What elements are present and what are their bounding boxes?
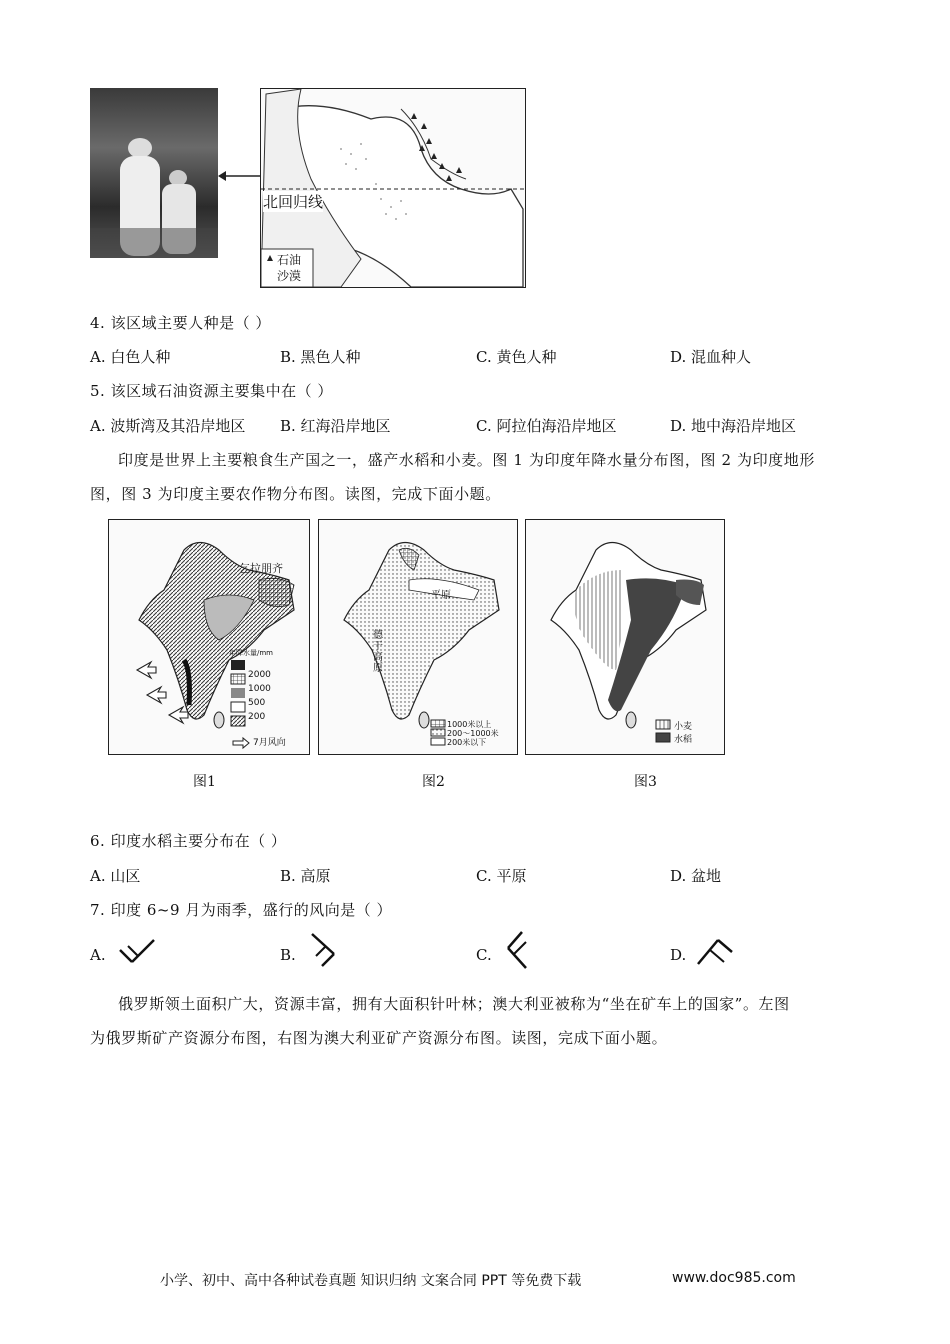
- photo-figures: [90, 88, 218, 258]
- india-rainfall-drawing: [109, 520, 309, 754]
- india-crop-map: [525, 519, 725, 755]
- q6-option-c[interactable]: C. 平原: [476, 867, 527, 885]
- q6-option-a[interactable]: A. 山区: [90, 867, 141, 885]
- top-figure: [90, 88, 526, 288]
- wind-symbol-b-icon: [306, 930, 338, 970]
- q7-option-d[interactable]: [670, 946, 686, 964]
- question-6-stem: 6. 印度水稻主要分布在（ ）: [90, 832, 287, 850]
- question-4-stem: 4. 该区域主要人种是（ ）: [90, 314, 271, 332]
- passage-russia-line1: 俄罗斯领土面积广大，资源丰富，拥有大面积针叶林；澳大利亚被称为“坐在矿车上的国家”。左图: [118, 995, 790, 1013]
- q4-option-d[interactable]: D. 混血种人: [670, 348, 752, 366]
- question-5-stem: 5. 该区域石油资源主要集中在（ ）: [90, 382, 333, 400]
- tropic-of-cancer-label: 北回归线: [263, 193, 324, 211]
- wind-symbol-c-icon: [502, 928, 532, 972]
- crop-legend-wheat: 小麦: [674, 722, 693, 732]
- q4-option-b[interactable]: B. 黑色人种: [280, 348, 361, 366]
- arrow-left-icon: [218, 168, 262, 184]
- deccan-plateau-label: 德干高原: [373, 630, 383, 674]
- q6-option-d[interactable]: D. 盆地: [670, 867, 722, 885]
- q5-option-d[interactable]: D. 地中海沿岸地区: [670, 417, 797, 435]
- india-crop-drawing: [526, 520, 724, 754]
- q4-option-c[interactable]: C. 黄色人种: [476, 348, 557, 366]
- wind-direction-label: 7月风向: [253, 738, 286, 748]
- legend-oil-label: 石油: [277, 253, 302, 267]
- legend-desert-label: 沙漠: [277, 269, 302, 283]
- india-rainfall-map: [108, 519, 310, 755]
- footer-text: 小学、初中、高中各种试卷真题 知识归纳 文案合同 PPT 等免费下载: [160, 1273, 582, 1289]
- q7-option-c[interactable]: [476, 946, 492, 964]
- question-7-stem: 7. 印度 6~9 月为雨季，盛行的风向是（ ）: [90, 901, 393, 919]
- passage-india-line2: 图，图 3 为印度主要农作物分布图。读图，完成下面小题。: [90, 485, 501, 503]
- wind-symbol-d-icon: [694, 932, 736, 968]
- india-terrain-map: [318, 519, 518, 755]
- arabian-map: [260, 88, 526, 288]
- people-photo: [90, 88, 218, 258]
- rainfall-legend-title: 年降水量/mm: [229, 649, 273, 657]
- terrain-legend-2: 200～1000米: [447, 729, 499, 738]
- q7-option-b-label: B.: [280, 946, 296, 964]
- rainfall-legend-4: 200: [248, 712, 266, 722]
- terrain-legend-1: 1000米以上: [447, 720, 492, 729]
- figure-1-caption: 图1: [193, 774, 216, 790]
- q5-option-c[interactable]: C. 阿拉伯海沿岸地区: [476, 417, 617, 435]
- footer-url[interactable]: www.doc985.com: [672, 1270, 796, 1286]
- rainfall-legend-2: 1000: [248, 684, 271, 694]
- q7-option-b[interactable]: [280, 946, 296, 964]
- q7-option-a[interactable]: [90, 946, 106, 964]
- q6-option-b[interactable]: B. 高原: [280, 867, 331, 885]
- q5-option-b[interactable]: B. 红海沿岸地区: [280, 417, 391, 435]
- q7-option-c-label: C.: [476, 946, 492, 964]
- rainfall-legend-3: 500: [248, 698, 266, 708]
- q4-option-a[interactable]: A. 白色人种: [90, 348, 171, 366]
- q5-option-a[interactable]: A. 波斯湾及其沿岸地区: [90, 417, 246, 435]
- passage-russia-line2: 为俄罗斯矿产资源分布图，右图为澳大利亚矿产资源分布图。读图，完成下面小题。: [90, 1029, 668, 1047]
- plain-label: 平原: [431, 590, 451, 601]
- wind-symbol-a-icon: [116, 934, 158, 968]
- rainfall-legend-1: 2000: [248, 670, 271, 680]
- figure-2-caption: 图2: [422, 774, 445, 790]
- passage-india-line1: 印度是世界上主要粮食生产国之一，盛产水稻和小麦。图 1 为印度年降水量分布图，图 2 为印度地形: [118, 451, 815, 469]
- crop-legend-rice: 水稻: [674, 735, 693, 745]
- figure-3-caption: 图3: [634, 774, 657, 790]
- cherrapunji-label: 乞拉朋齐: [239, 562, 283, 575]
- q7-option-a-label: A.: [90, 946, 106, 964]
- terrain-legend-3: 200米以下: [447, 738, 487, 747]
- q7-option-d-label: D.: [670, 946, 687, 964]
